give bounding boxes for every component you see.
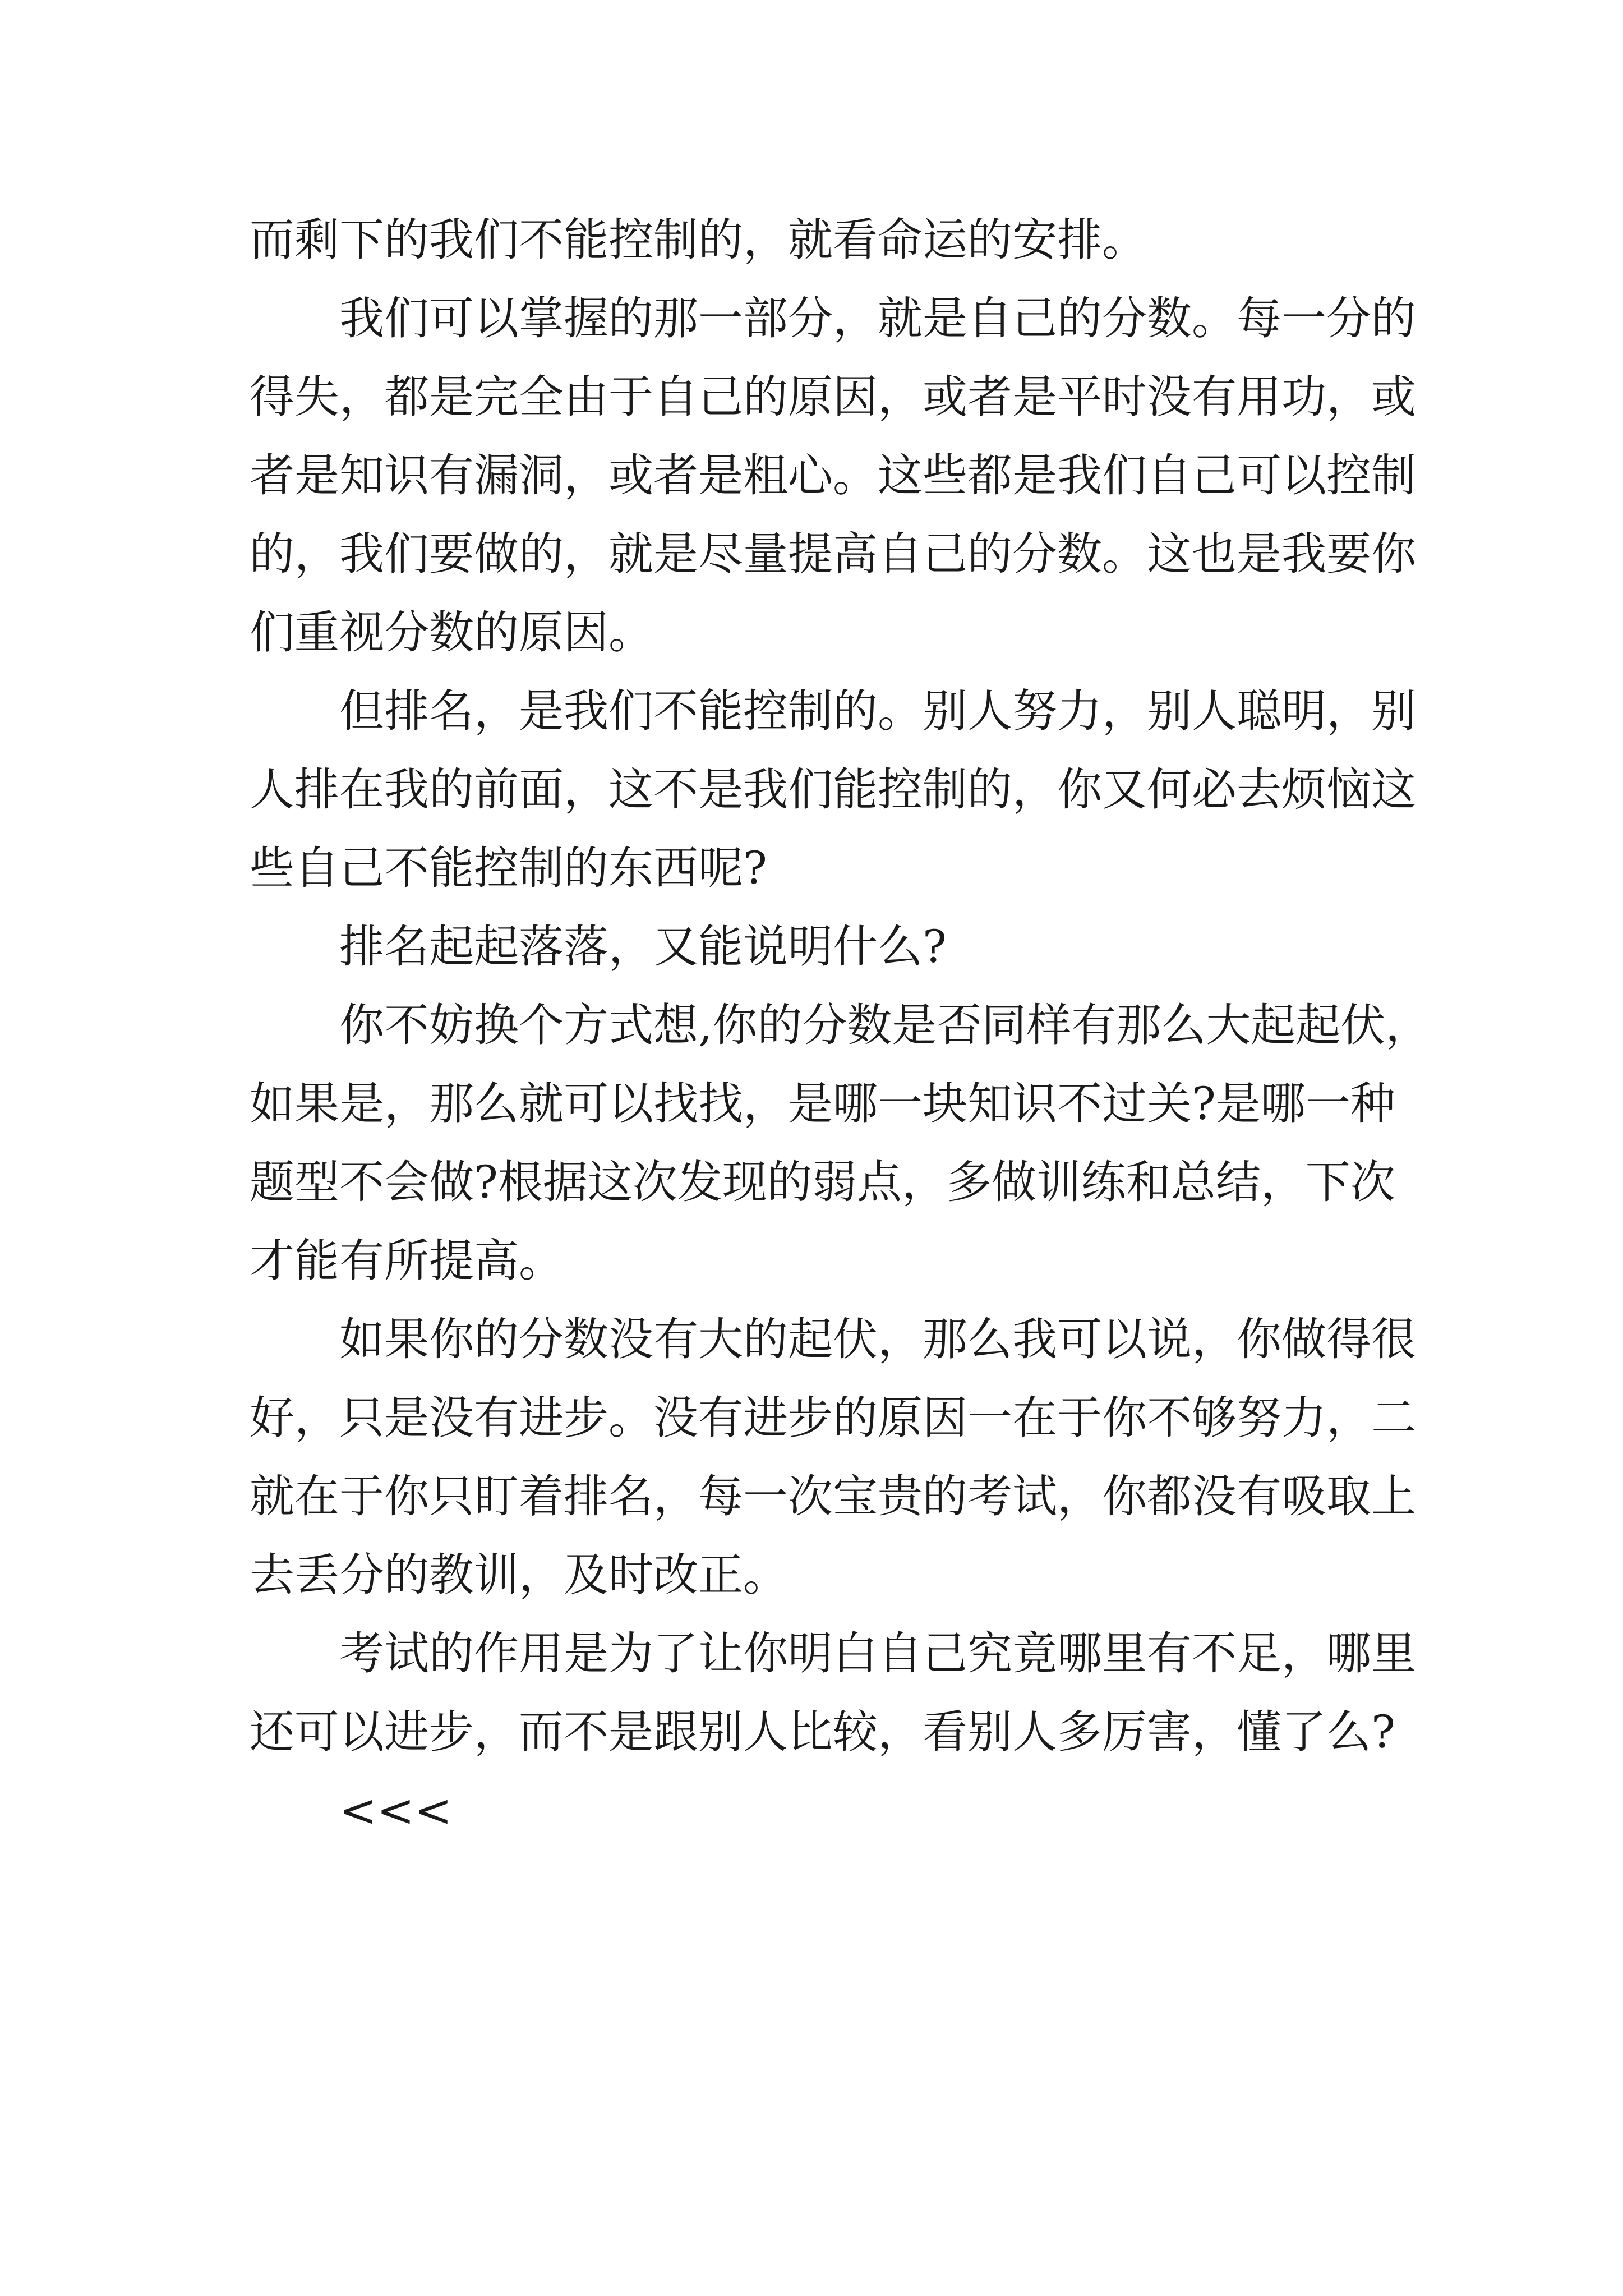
text-line: 人排在我的前面，这不是我们能控制的，你又何必去烦恼这 bbox=[250, 763, 1416, 816]
text-line: 而剩下的我们不能控制的，就看命运的安排。 bbox=[250, 214, 1147, 266]
text-line: 得失，都是完全由于自己的原因，或者是平时没有用功，或 bbox=[250, 371, 1416, 423]
text-line: 排名起起落落，又能说明什么? bbox=[339, 921, 947, 973]
text-line: 我们可以掌握的那一部分，就是自己的分数。每一分的 bbox=[339, 292, 1416, 344]
text-line: 你不妨换个方式想,你的分数是否同样有那么大起起伏， bbox=[339, 999, 1431, 1051]
text-line: 如果是，那么就可以找找，是哪一块知识不过关?是哪一种 bbox=[250, 1078, 1395, 1130]
text-line: 者是知识有漏洞，或者是粗心。这些都是我们自己可以控制 bbox=[250, 449, 1416, 501]
text-line: 好，只是没有进步。没有进步的原因一在于你不够努力，二 bbox=[250, 1392, 1416, 1444]
text-line: 题型不会做?根据这次发现的弱点，多做训练和总结，下次 bbox=[250, 1156, 1395, 1208]
text-line: 就在于你只盯着排名，每一次宝贵的考试，你都没有吸取上 bbox=[250, 1470, 1416, 1522]
text-line: 才能有所提高。 bbox=[250, 1235, 564, 1287]
body-text bbox=[250, 201, 1431, 1850]
text-line: 如果你的分数没有大的起伏，那么我可以说，你做得很 bbox=[339, 1313, 1416, 1365]
text-line: 去丢分的教训，及时改正。 bbox=[250, 1549, 788, 1601]
text-line: 但排名，是我们不能控制的。别人努力，别人聪明，别 bbox=[339, 685, 1416, 737]
end-marker: <<< bbox=[339, 1784, 453, 1837]
text-line: 的，我们要做的，就是尽量提高自己的分数。这也是我要你 bbox=[250, 528, 1416, 580]
text-line: 们重视分数的原因。 bbox=[250, 606, 653, 659]
text-line: 考试的作用是为了让你明白自己究竟哪里有不足，哪里 bbox=[339, 1627, 1416, 1680]
text-line: 些自己不能控制的东西呢? bbox=[250, 842, 767, 894]
text-line: 还可以进步，而不是跟别人比较，看别人多厉害，懂了么? bbox=[250, 1706, 1395, 1758]
